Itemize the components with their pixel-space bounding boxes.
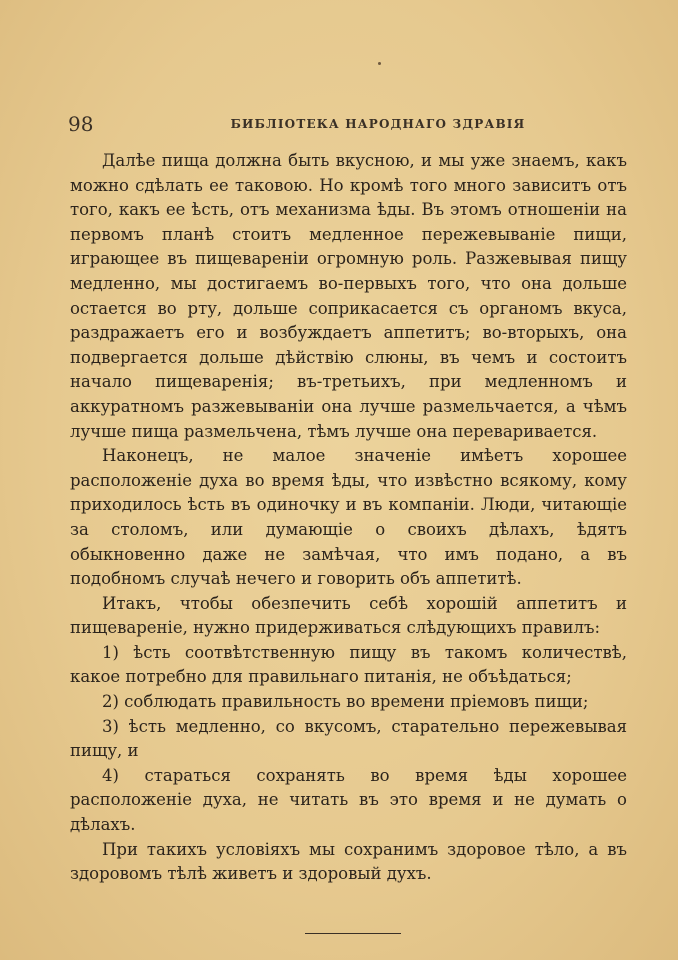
rule-item-4: 4) стараться сохранять во время ѣды хорошее расположеніе духа, не читать въ это время и не думать о дѣлахъ.: [70, 765, 627, 835]
page-header: [68, 112, 628, 136]
paragraph-closing: При такихъ условіяхъ мы сохранимъ здоровое тѣло, а въ здоровомъ тѣлѣ живетъ и здоровый духъ.: [70, 839, 627, 884]
paper-speck: [378, 62, 381, 65]
paragraph-mood: Наконецъ, не малое значеніе имѣетъ хорошее расположеніе духа во время ѣды, что извѣстно всякому, кому приходилось ѣсть въ одиночку и въ компаніи. Люди, читающіе за столомъ, или думающіе о своихъ дѣлахъ, ѣдятъ обыкновенно даже не замѣчая, что имъ подано, а въ подобномъ случаѣ нечего и говорить объ аппетитѣ.: [70, 446, 627, 589]
body-text: [70, 149, 627, 887]
paragraph-rules-intro: Итакъ, чтобы обезпечить себѣ хорошій аппетитъ и пищевареніе, нужно придерживаться слѣдующихъ правилъ:: [70, 593, 627, 638]
rule-item-1: 1) ѣсть соотвѣтственную пищу въ такомъ количествѣ, какое потребно для правильнаго питанія, не объѣдаться;: [70, 642, 627, 687]
rule-item-3: 3) ѣсть медленно, со вкусомъ, старательно пережевывая пищу, и: [70, 716, 627, 761]
end-rule: [305, 933, 401, 934]
page-number: 98: [68, 112, 94, 136]
paragraph-chewing: Далѣе пища должна быть вкусною, и мы уже знаемъ, какъ можно сдѣлать ее таковою. Но кромѣ того много зависитъ отъ того, какъ ее ѣсть, отъ механизма ѣды. Въ этомъ отношеніи на первомъ планѣ стоитъ медленное пережевываніе пищи, играющее въ пищевареніи огромную роль. Разжевывая пищу медленно, мы достигаемъ во-первыхъ того, что она дольше остается во рту, дольше соприкасается съ органомъ вкуса, раздражаетъ его и возбуждаетъ аппетитъ; во-вторыхъ, она подвергается дольше дѣйствію слюны, въ чемъ и состоитъ начало пищеваренія; въ-третьихъ, при медленномъ и аккуратномъ разжевываніи она лучше размельчается, а чѣмъ лучше пища размельчена, тѣмъ лучше она переваривается.: [70, 151, 627, 441]
rule-item-2: 2) соблюдать правильность во времени пріемовъ пищи;: [102, 692, 589, 712]
running-title: БИБЛІОТЕКА НАРОДНАГО ЗДРАВІЯ: [230, 117, 526, 131]
